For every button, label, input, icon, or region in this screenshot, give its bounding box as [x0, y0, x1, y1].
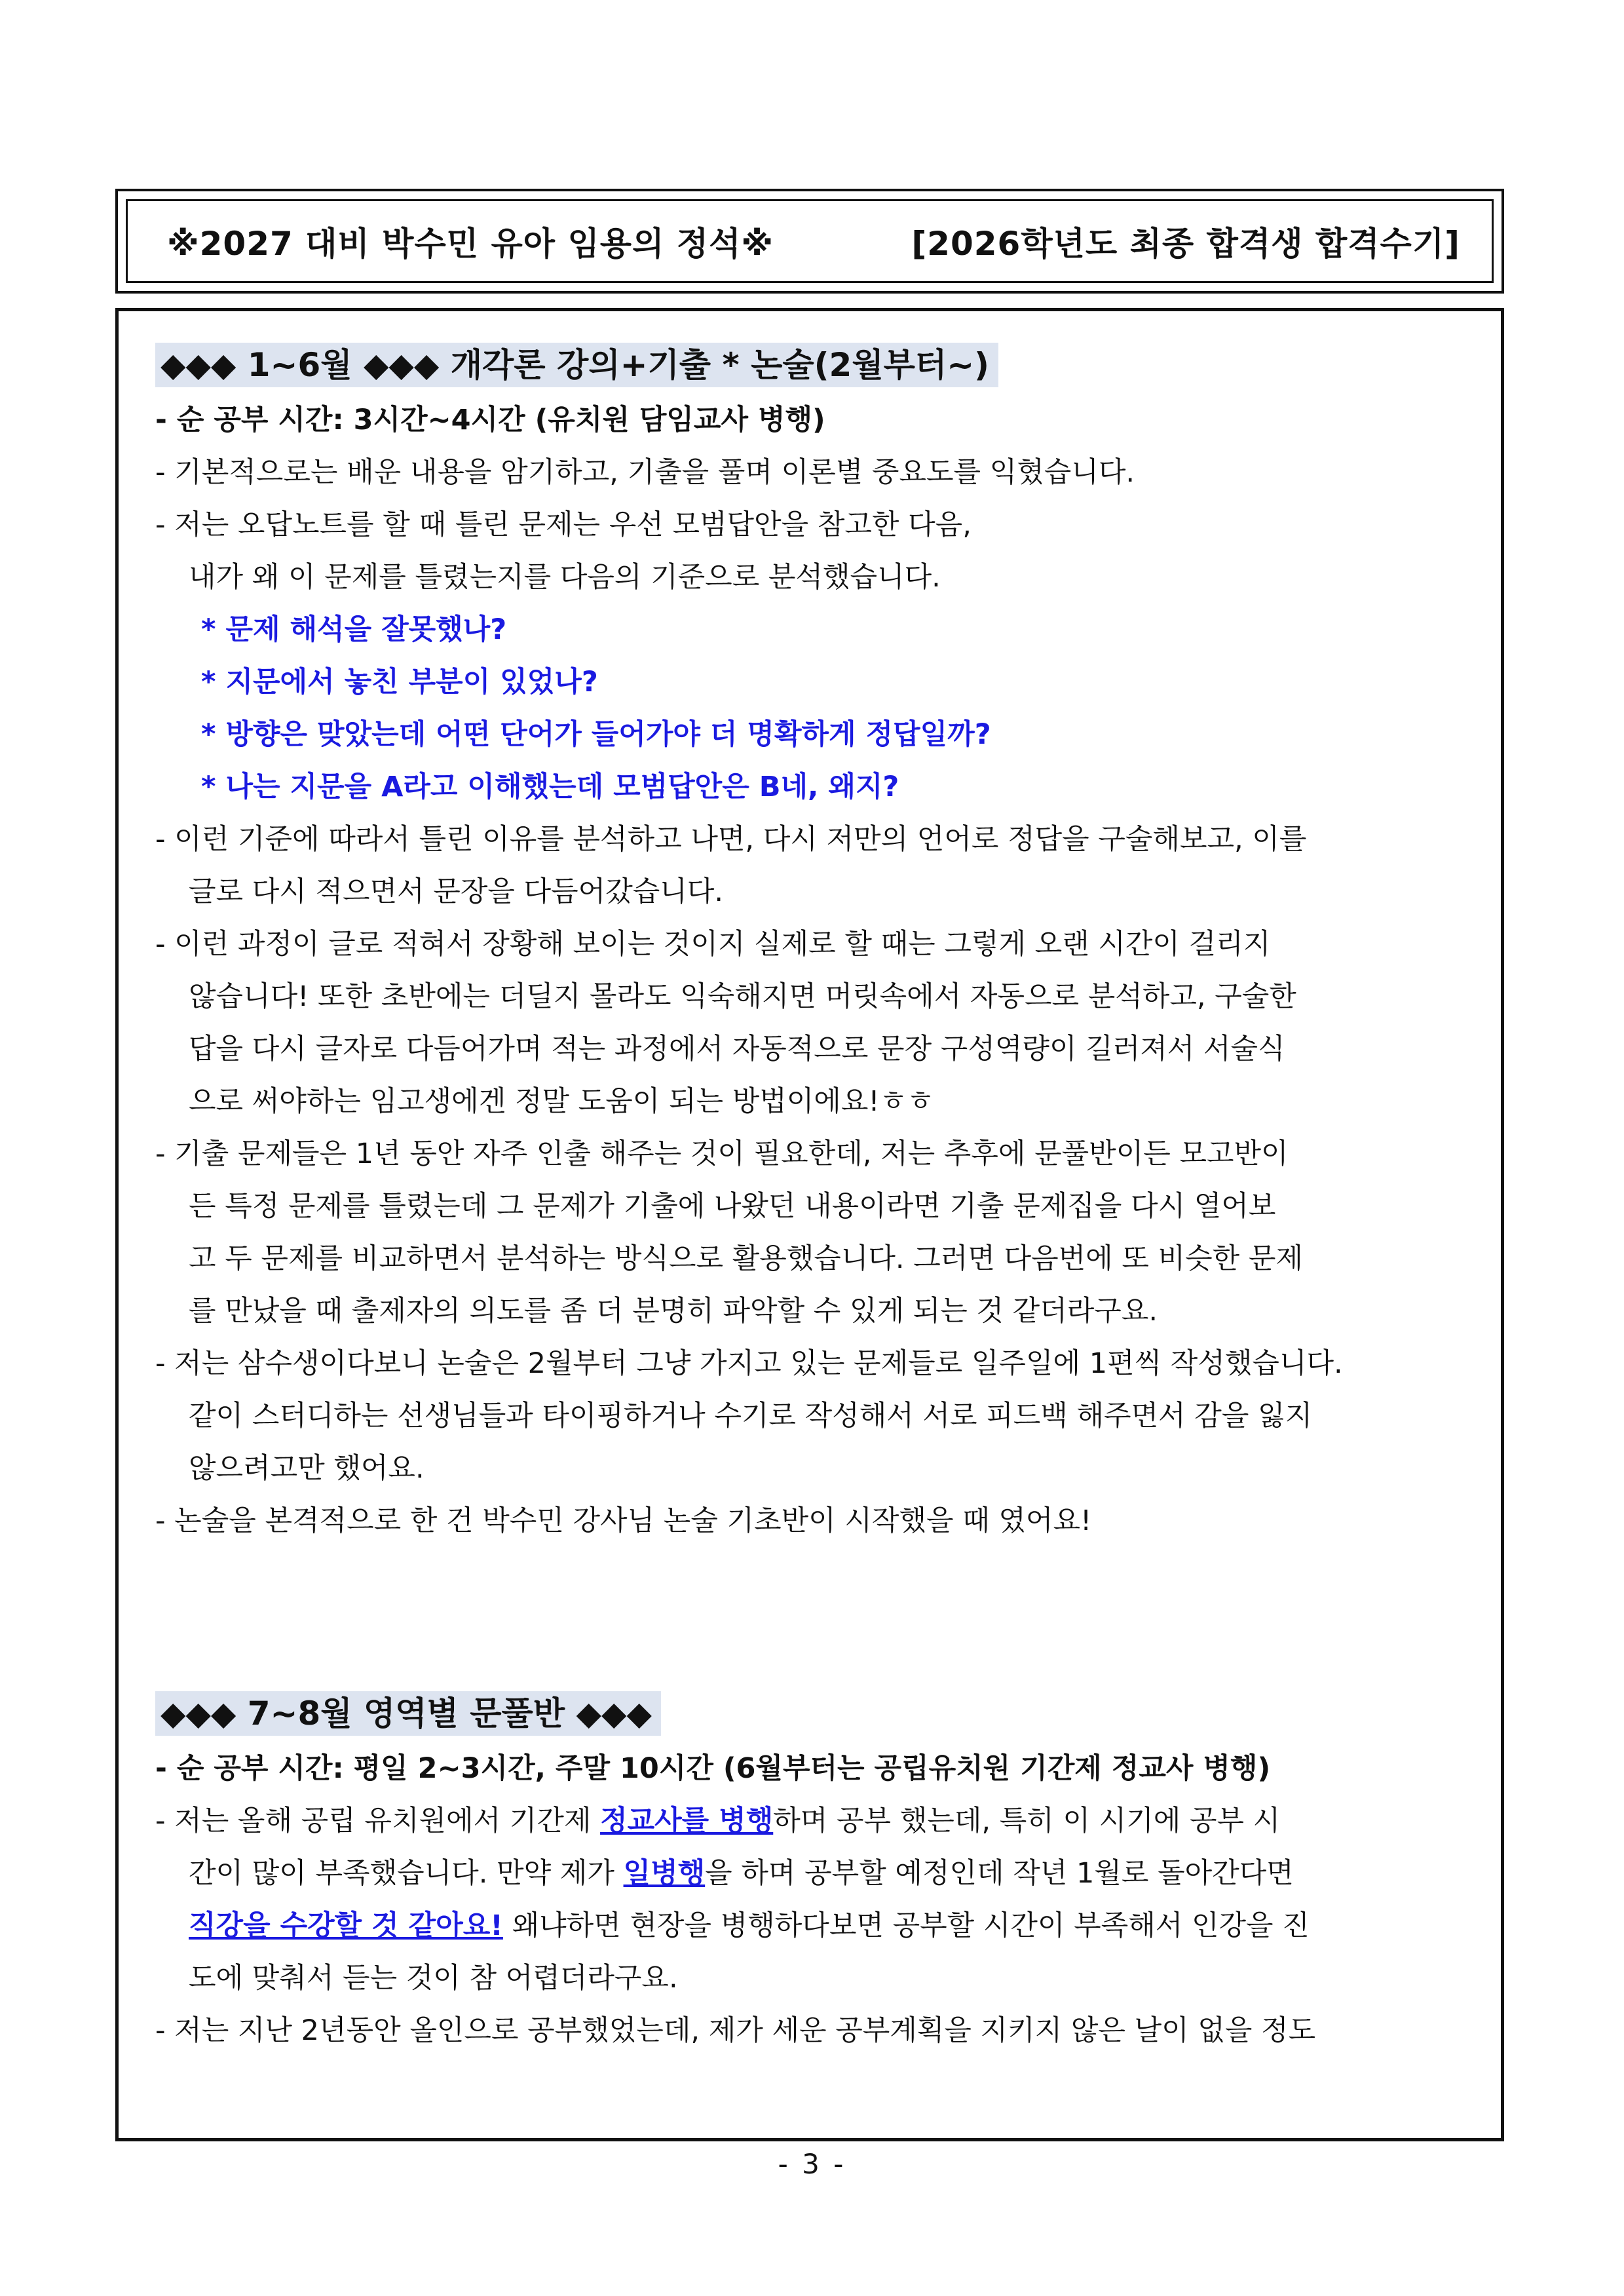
s1-line: - 저는 삼수생이다보니 논술은 2월부터 그냥 가지고 있는 문제들로 일주일에 1편씩 작성했습니다.	[155, 1347, 1343, 1380]
content-box	[115, 308, 1504, 2141]
s1-criterion: * 나는 지문을 A라고 이해했는데 모범답안은 B네, 왜지?	[201, 771, 899, 803]
s1-line: 으로 써야하는 임고생에겐 정말 도움이 되는 방법이에요!ㅎㅎ	[189, 1085, 934, 1118]
s1-criterion: * 방향은 맞았는데 어떤 단어가 들어가야 더 명확하게 정답일까?	[201, 718, 991, 751]
s2-highlight: 직강을 수강할 것 같아요!	[189, 1909, 503, 1942]
s1-line: 않으려고만 했어요.	[189, 1452, 425, 1485]
s1-line: 고 두 문제를 비교하면서 분석하는 방식으로 활용했습니다. 그러면 다음번에 또 비슷한 문제	[189, 1242, 1303, 1275]
s1-line: 를 만났을 때 출제자의 의도를 좀 더 분명히 파악할 수 있게 되는 것 같더라구요.	[189, 1295, 1158, 1328]
s1-line: - 이런 과정이 글로 적혀서 장황해 보이는 것이지 실제로 할 때는 그렇게 오랜 시간이 걸리지	[155, 928, 1271, 961]
section-1-title: ◆◆◆ 1~6월 ◆◆◆ 개각론 강의+기출 * 논술(2월부터~)	[155, 343, 998, 387]
document-header-box	[115, 189, 1504, 294]
s2-text: 왜냐하면 현장을 병행하다보면 공부할 시간이 부족해서 인강을 진	[502, 1909, 1310, 1942]
s1-line: - 기출 문제들은 1년 동안 자주 인출 해주는 것이 필요한데, 저는 추후에 문풀반이든 모고반이	[155, 1138, 1289, 1170]
s1-criterion: * 지문에서 놓친 부분이 있었나?	[201, 666, 598, 698]
s2-text: - 저는 올해 공립 유치원에서 기간제	[155, 1805, 601, 1837]
header-right-title: [2026학년도 최종 합격생 합격수기]	[911, 225, 1460, 263]
s1-line: 답을 다시 글자로 다듬어가며 적는 과정에서 자동적으로 문장 구성역량이 길러져서 서술식	[189, 1033, 1285, 1065]
document-header-inner	[126, 199, 1494, 283]
section-2-title: ◆◆◆ 7~8월 영역별 문풀반 ◆◆◆	[155, 1691, 661, 1736]
s1-line-study-time: - 순 공부 시간: 3시간~4시간 (유치원 담임교사 병행)	[155, 404, 825, 436]
s1-line: 든 특정 문제를 틀렸는데 그 문제가 기출에 나왔던 내용이라면 기출 문제집을 다시 열어보	[189, 1190, 1276, 1223]
s2-text: 하며 공부 했는데, 특히 이 시기에 공부 시	[773, 1805, 1281, 1837]
s1-line: 글로 다시 적으면서 문장을 다듬어갔습니다.	[189, 875, 724, 908]
s1-line: - 논술을 본격적으로 한 건 박수민 강사님 논술 기초반이 시작했을 때 였어요!	[155, 1504, 1092, 1537]
s2-line: - 저는 지난 2년동안 올인으로 공부했었는데, 제가 세운 공부계획을 지키지 않은 날이 없을 정도	[155, 2014, 1316, 2047]
s1-line: 같이 스터디하는 선생님들과 타이핑하거나 수기로 작성해서 서로 피드백 해주면서 감을 잃지	[189, 1400, 1313, 1432]
s2-text: 을 하며 공부할 예정인데 작년 1월로 돌아간다면	[705, 1857, 1294, 1890]
s1-criterion: * 문제 해석을 잘못했나?	[201, 613, 507, 646]
s2-line-study-time: - 순 공부 시간: 평일 2~3시간, 주말 10시간 (6월부터는 공립유치원 기간제 정교사 병행)	[155, 1752, 1271, 1785]
s2-line	[189, 1854, 1294, 1893]
s2-highlight: 일병행	[623, 1857, 706, 1890]
s1-line: 내가 왜 이 문제를 틀렸는지를 다음의 기준으로 분석했습니다.	[189, 561, 941, 594]
s1-line: - 이런 기준에 따라서 틀린 이유를 분석하고 나면, 다시 저만의 언어로 정답을 구술해보고, 이를	[155, 823, 1307, 856]
s1-line: 않습니다! 또한 초반에는 더딜지 몰라도 익숙해지면 머릿속에서 자동으로 분석하고, 구술한	[189, 980, 1296, 1013]
s2-line	[155, 1801, 1280, 1841]
s2-line: 도에 맞춰서 듣는 것이 참 어렵더라구요.	[189, 1962, 678, 1995]
s2-line	[189, 1906, 1310, 1945]
page-number: - 3 -	[778, 2148, 846, 2180]
s2-text: 간이 많이 부족했습니다. 만약 제가	[189, 1857, 624, 1890]
header-left-title: ※2027 대비 박수민 유아 임용의 정석※	[167, 225, 774, 263]
s1-line: - 저는 오답노트를 할 때 틀린 문제는 우선 모범답안을 참고한 다음,	[155, 508, 972, 541]
s1-line: - 기본적으로는 배운 내용을 암기하고, 기출을 풀며 이론별 중요도를 익혔습니다.	[155, 456, 1135, 489]
s2-highlight: 정교사를 병행	[600, 1805, 774, 1837]
